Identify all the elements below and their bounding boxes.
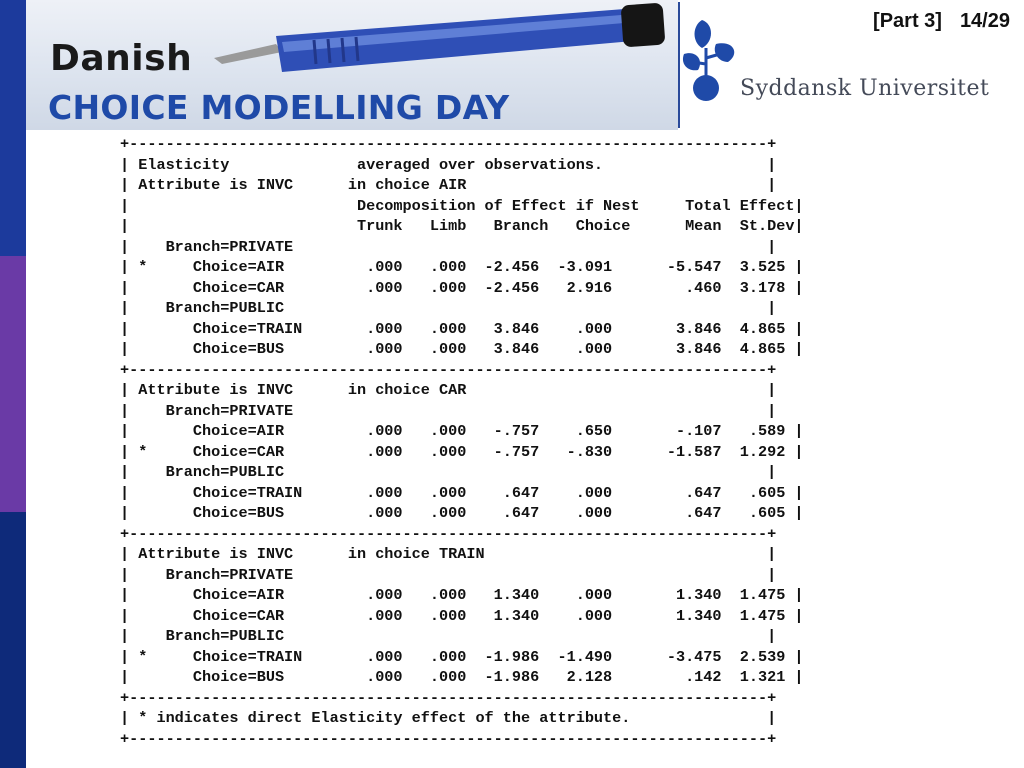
table-line: | Attribute is INVC in choice AIR | xyxy=(120,176,777,194)
table-line: | Attribute is INVC in choice CAR | xyxy=(120,381,777,399)
table-line: | Choice=BUS .000 .000 .647 .000 .647 .605 | xyxy=(120,504,804,522)
table-line: +----------------------------------------------------------------------+ xyxy=(120,729,777,748)
pen-grip-line xyxy=(342,38,344,62)
table-line: | Choice=CAR .000 .000 -2.456 2.916 .460 3.178 | xyxy=(120,278,804,297)
table-line: +----------------------------------------------------------------------+ xyxy=(120,524,777,543)
table-line: | Choice=TRAIN .000 .000 3.846 .000 3.846 4.865 | xyxy=(120,319,804,338)
sidebar-segment-bottom xyxy=(0,512,26,768)
sidebar-segment-top xyxy=(0,0,26,256)
pen-grip-line xyxy=(356,37,358,61)
pen-cap xyxy=(621,3,666,48)
part-label: [Part 3] xyxy=(873,10,942,32)
university-logo-icon xyxy=(680,14,740,104)
slide-position xyxy=(873,10,1010,33)
pen-tip xyxy=(214,44,282,64)
table-line: +----------------------------------------------------------------------+ xyxy=(120,360,777,379)
table-line: | Branch=PUBLIC | xyxy=(120,627,777,645)
table-line: | * Choice=AIR .000 .000 -2.456 -3.091 -5.547 3.525 | xyxy=(120,258,804,276)
pen-grip-line xyxy=(314,40,316,64)
sidebar-segment-middle xyxy=(0,256,26,512)
table-line: | Choice=BUS .000 .000 3.846 .000 3.846 4.865 | xyxy=(120,340,804,358)
table-line: | Decomposition of Effect if Nest Total Effect| xyxy=(120,196,804,215)
table-line: +----------------------------------------------------------------------+ xyxy=(120,688,777,707)
table-line: | Choice=AIR .000 .000 1.340 .000 1.340 1.475 | xyxy=(120,586,804,604)
university-name: Syddansk Universitet xyxy=(740,76,990,101)
banner-title-line1: Danish xyxy=(50,38,193,79)
table-line: | Trunk Limb Branch Choice Mean St.Dev| xyxy=(120,217,804,235)
table-line: | Branch=PUBLIC | xyxy=(120,463,777,481)
elasticity-output-table xyxy=(120,134,804,749)
table-line: | * Choice=CAR .000 .000 -.757 -.830 -1.587 1.292 | xyxy=(120,442,804,461)
table-line: | Branch=PRIVATE | xyxy=(120,565,777,584)
banner-title-line2: CHOICE MODELLING DAY xyxy=(48,88,510,127)
table-line: | Choice=BUS .000 .000 -1.986 2.128 .142 1.321 | xyxy=(120,668,804,686)
left-color-bar xyxy=(0,0,26,768)
table-line: | Branch=PRIVATE | xyxy=(120,401,777,420)
table-line: | Elasticity averaged over observations. | xyxy=(120,155,777,174)
table-line: | Choice=CAR .000 .000 1.340 .000 1.340 1.475 | xyxy=(120,606,804,625)
table-line: | Choice=TRAIN .000 .000 .647 .000 .647 .605 | xyxy=(120,483,804,502)
table-line: | Choice=AIR .000 .000 -.757 .650 -.107 .589 | xyxy=(120,422,804,440)
pen-grip-line xyxy=(328,39,330,63)
table-line: | Branch=PRIVATE | xyxy=(120,237,777,256)
table-line: | * indicates direct Elasticity effect of the attribute. | xyxy=(120,709,777,727)
page-number: 14/29 xyxy=(959,10,1010,32)
table-line: | * Choice=TRAIN .000 .000 -1.986 -1.490 -3.475 2.539 | xyxy=(120,647,804,666)
table-line: +----------------------------------------------------------------------+ xyxy=(120,135,777,153)
table-line: | Branch=PUBLIC | xyxy=(120,299,777,317)
table-line: | Attribute is INVC in choice TRAIN | xyxy=(120,545,777,563)
header-banner xyxy=(26,0,678,130)
